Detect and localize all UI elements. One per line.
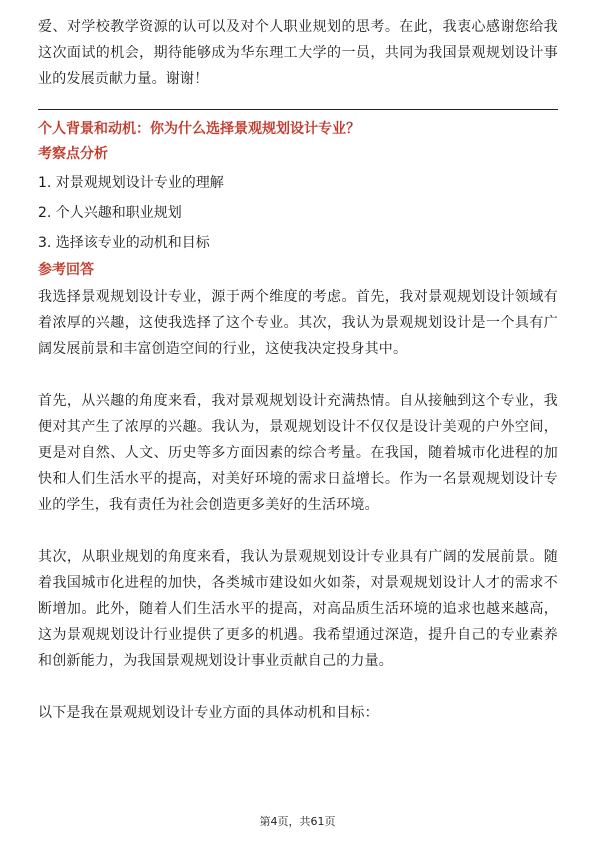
- answer-paragraph: 首先，从兴趣的角度来看，我对景观规划设计充满热情。自从接触到这个专业，我便对其产生了浓厚的兴趣。我认为，景观规划设计不仅仅是设计美观的户外空间，更是对自然、人文、历史等多方面因素的综合考量。在我国，随着城市化进程的加快和人们生活水平的提高，对美好环境的需求日益增长。作为一名景观规划设计专业的学生，我有责任为社会创造更多美好的生活环境。: [38, 393, 558, 513]
- analysis-list: [38, 168, 558, 258]
- list-item: 1. 对景观规划设计专业的理解: [38, 175, 224, 191]
- document-page: [38, 14, 558, 726]
- list-item: 2. 个人兴趣和职业规划: [38, 205, 182, 221]
- answer-paragraph: 以下是我在景观规划设计专业方面的具体动机和目标：: [38, 705, 379, 721]
- answer-heading: 参考回答: [38, 262, 94, 278]
- intro-paragraph: 爱、对学校教学资源的认可以及对个人职业规划的思考。在此，我衷心感谢您给我这次面试的机会，期待能够成为华东理工大学的一员，共同为我国景观规划设计事业的发展贡献力量。谢谢！: [38, 19, 558, 87]
- section-divider: [38, 109, 558, 110]
- analysis-heading: 考察点分析: [38, 146, 108, 162]
- answer-paragraph: 我选择景观规划设计专业，源于两个维度的考虑。首先，我对景观规划设计领域有着浓厚的兴趣，这使我选择了这个专业。其次，我认为景观规划设计是一个具有广阔发展前景和丰富创造空间的行业，这使我决定投身其中。: [38, 289, 558, 357]
- question-heading: 个人背景和动机：你为什么选择景观规划设计专业？: [38, 121, 360, 137]
- page-number-footer: 第4页，共61页: [259, 815, 336, 828]
- list-item: 3. 选择该专业的动机和目标: [38, 235, 210, 251]
- answer-paragraph: 其次，从职业规划的角度来看，我认为景观规划设计专业具有广阔的发展前景。随着我国城市化进程的加快，各类城市建设如火如荼，对景观规划设计人才的需求不断增加。此外，随着人们生活水平的提高，对高品质生活环境的追求也越来越高，这为景观规划设计行业提供了更多的机遇。我希望通过深造，提升自己的专业素养和创新能力，为我国景观规划设计事业贡献自己的力量。: [38, 549, 558, 669]
